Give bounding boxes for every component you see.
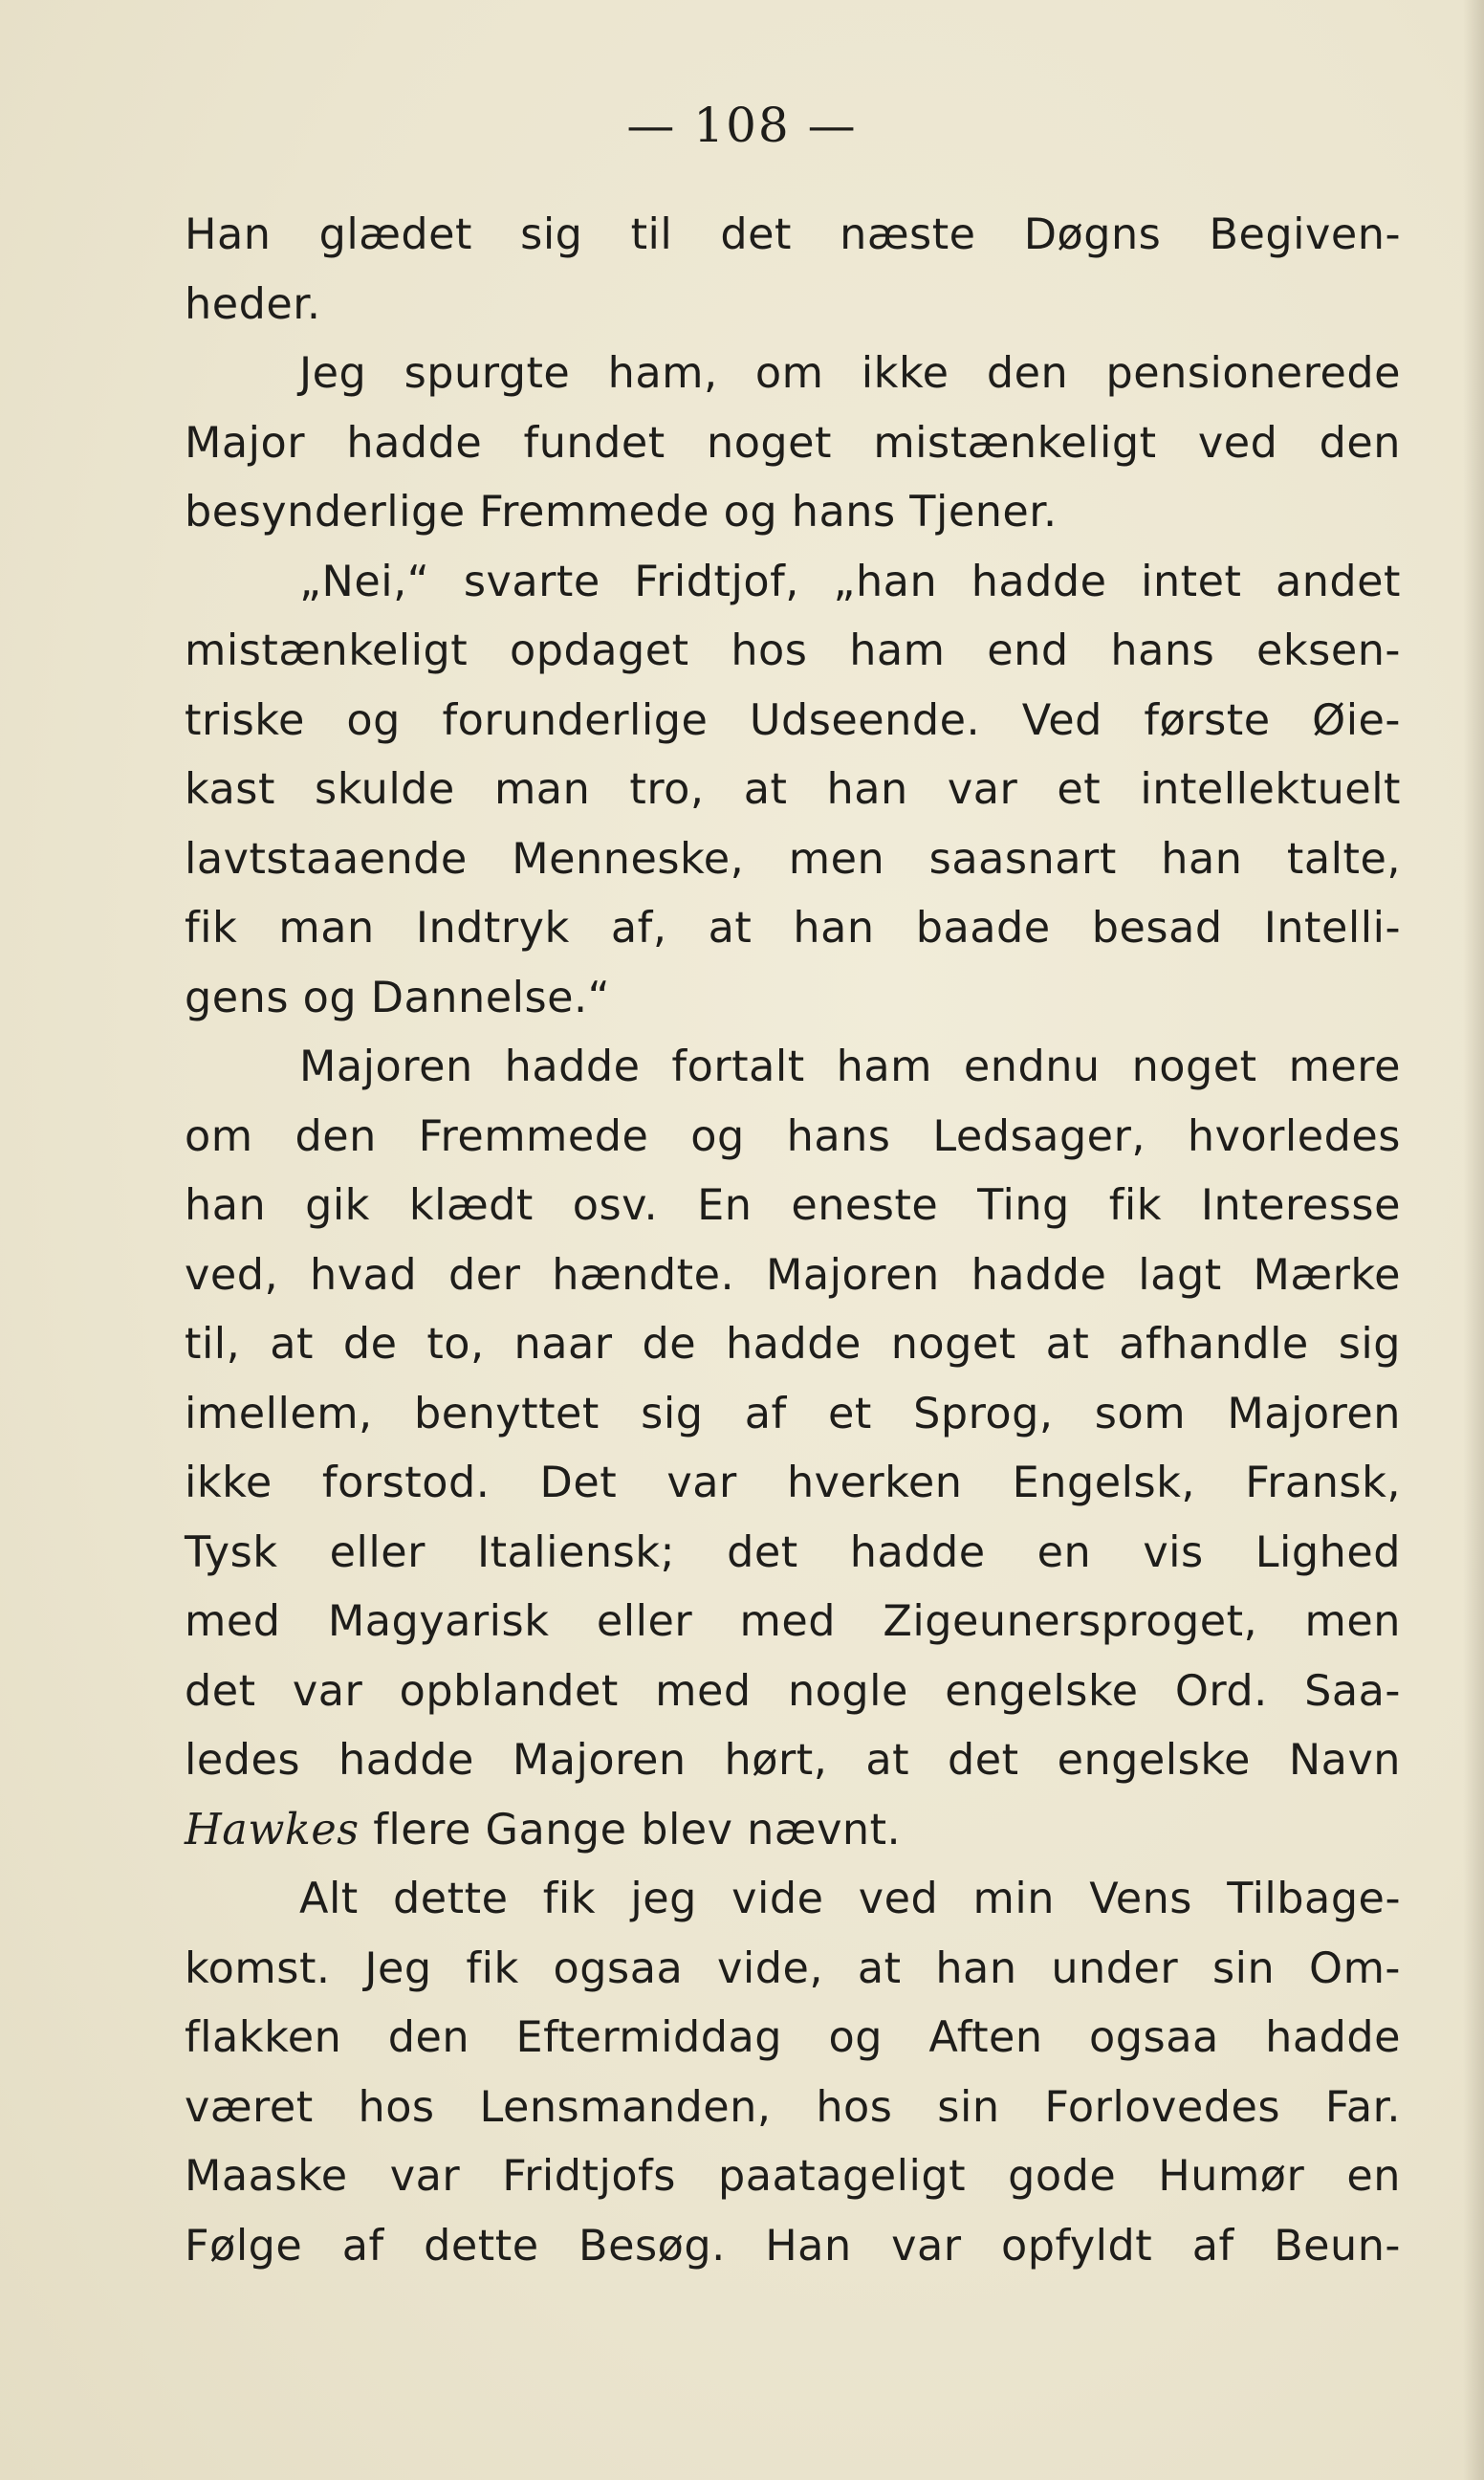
line-text: komst. Jeg fik ogsaa vide, at han under sin Om-: [185, 1943, 1401, 1993]
text-line: [185, 964, 1401, 1034]
line-text: kast skulde man tro, at han var et intellektuelt: [185, 765, 1401, 814]
line-text: fik man Indtryk af, at han baade besad Intelli-: [185, 904, 1401, 953]
text-line: [185, 1172, 1401, 1241]
line-text: Major hadde fundet noget mistænkeligt ved den: [185, 418, 1401, 468]
text-line: [185, 1310, 1401, 1380]
line-text: med Magyarisk eller med Zigeunersproget, men: [185, 1597, 1401, 1646]
line-text: ved, hvad der hændte. Majoren hadde lagt Mærke: [185, 1250, 1401, 1300]
text-line: [185, 617, 1401, 687]
line-text: været hos Lensmanden, hos sin Forlovedes Far.: [185, 2082, 1401, 2132]
text-line: [185, 1657, 1401, 1727]
text-line: [185, 1033, 1401, 1103]
text-line: [185, 201, 1401, 271]
text-line: [185, 409, 1401, 479]
line-text: Alt dette fik jeg vide ved min Vens Tilbage-: [299, 1875, 1401, 1923]
text-line: [185, 1449, 1401, 1519]
text-line: [185, 1519, 1401, 1589]
text-line: [185, 2074, 1401, 2143]
text-line: [185, 2142, 1401, 2212]
text-line: [185, 2212, 1401, 2282]
line-text: flere Gange blev nævnt.: [359, 1805, 902, 1855]
text-line: [185, 1796, 1401, 1866]
line-text: til, at de to, naar de hadde noget at afhandle sig: [185, 1320, 1401, 1369]
text-line: [185, 825, 1401, 895]
line-text: mistænkeligt opdaget hos ham end hans eksen-: [185, 626, 1401, 675]
line-text: „Nei,“ svarte Fridtjof, „han hadde intet andet: [299, 557, 1401, 606]
page-number: — 108 —: [626, 98, 858, 153]
text-line: [185, 1726, 1401, 1796]
page-edge-shadow: [1463, 0, 1484, 2480]
text-line: [185, 548, 1401, 618]
line-text: triske og forunderlige Udseende. Ved første Øie-: [185, 695, 1401, 745]
italic-word: Hawkes: [185, 1805, 360, 1855]
body-text: [185, 201, 1401, 2281]
line-text: lavtstaaende Menneske, men saasnart han talte,: [185, 834, 1401, 884]
line-text: ikke forstod. Det var hverken Engelsk, Fransk,: [185, 1459, 1401, 1507]
text-line: [185, 1935, 1401, 2005]
text-line: [185, 756, 1401, 825]
line-text: gens og Dannelse.“: [185, 973, 611, 1022]
line-text: Jeg spurgte ham, om ikke den pensionerede: [299, 349, 1401, 398]
line-text: Tysk eller Italiensk; det hadde en vis Lighed: [185, 1527, 1401, 1577]
line-text: ledes hadde Majoren hørt, at det engelske Navn: [185, 1736, 1401, 1785]
line-text: imellem, benyttet sig af et Sprog, som Majoren: [185, 1389, 1401, 1438]
text-line: [185, 1588, 1401, 1657]
text-line: [185, 478, 1401, 548]
line-text: Majoren hadde fortalt ham endnu noget mere: [299, 1042, 1401, 1091]
text-line: [185, 1865, 1401, 1935]
text-line: [185, 1103, 1401, 1173]
text-line: [185, 271, 1401, 340]
line-text: flakken den Eftermiddag og Aften ogsaa hadde: [185, 2013, 1401, 2062]
text-line: [185, 2004, 1401, 2074]
line-text: det var opblandet med nogle engelske Ord. Saa-: [185, 1666, 1401, 1716]
line-text: Han glædet sig til det næste Døgns Begiven-: [185, 210, 1401, 259]
line-text: besynderlige Fremmede og hans Tjener.: [185, 488, 1058, 537]
text-line: [185, 1380, 1401, 1450]
line-text: Følge af dette Besøg. Han var opfyldt af Beun-: [185, 2221, 1401, 2271]
line-text: om den Fremmede og hans Ledsager, hvorledes: [185, 1111, 1401, 1161]
line-text: Maaske var Fridtjofs paatageligt gode Humør en: [185, 2152, 1401, 2201]
text-line: [185, 687, 1401, 757]
line-text: heder.: [185, 279, 321, 329]
line-text: han gik klædt osv. En eneste Ting fik Interesse: [185, 1181, 1401, 1230]
text-line: [185, 1241, 1401, 1311]
text-line: [185, 340, 1401, 409]
text-line: [185, 894, 1401, 964]
